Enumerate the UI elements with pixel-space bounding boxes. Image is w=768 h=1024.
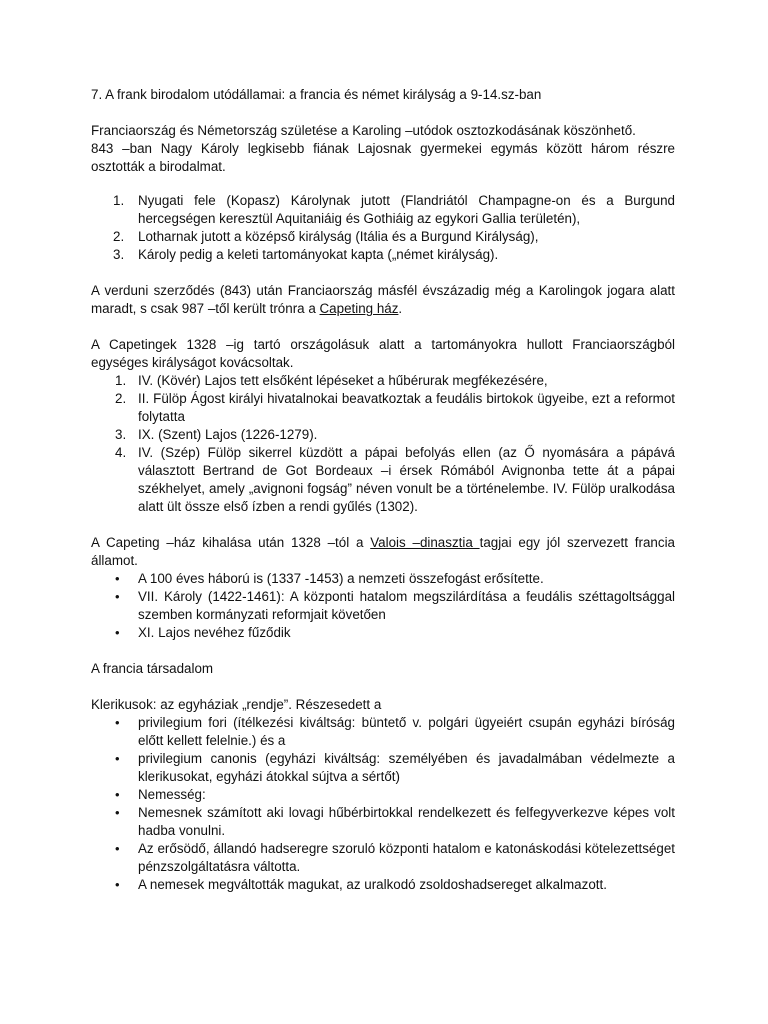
- bullet-icon: •: [115, 877, 120, 892]
- list-item-text: XI. Lajos nevéhez fűződik: [138, 625, 291, 640]
- capeting-link[interactable]: Capeting ház: [319, 301, 399, 316]
- intro-line-1: Franciaország és Németország születése a Karoling –utódok osztozkodásának köszönhető.: [91, 123, 636, 138]
- bullet-icon: •: [115, 841, 120, 856]
- clergy-intro: Klerikusok: az egyháziak „rendje”. Részesedett a: [91, 697, 382, 712]
- list-item-text: Nemesnek számított aki lovagi hűbérbirtokkal rendelkezett és felfegyverkezve képes volt hadba vonulni.: [138, 805, 675, 838]
- clergy-list: [91, 714, 675, 894]
- bullet-icon: •: [115, 571, 120, 586]
- list-item-text: IV. (Szép) Fülöp sikerrel küzdött a pápai befolyás ellen (az Ő nyomására a pápává választott Bertrand de Got Bordeaux –i érsek Rómából Avignonba tette át a pápai székhelyet, amely „avignoni fogság” néven vonult be a történelembe. IV. Fülöp uralkodása alatt ült össze első ízben a rendi gyűlés (1302).: [138, 445, 675, 514]
- list-item-text: Nemesség:: [138, 787, 206, 802]
- list-item: [91, 876, 675, 894]
- list-item-text: Lotharnak jutott a középső királyság (Itália és a Burgund Királyság),: [138, 229, 539, 244]
- list-item-text: privilegium canonis (egyházi kiváltság: személyében és javadalmában védelmezte a klerikusokat, egyházi átokkal sújtva a sértőt): [138, 751, 675, 784]
- list-item: [91, 750, 675, 786]
- list-number: 1.: [115, 373, 127, 388]
- capeting-list: [91, 372, 675, 516]
- bullet-icon: •: [115, 787, 120, 802]
- list-item-text: privilegium fori (ítélkezési kiváltság: büntető v. polgári ügyeiért csupán egyházi bíróság előtt kellett felelnie.) és a: [138, 715, 675, 748]
- intro-line-2: 843 –ban Nagy Károly legkisebb fiának Lajosnak gyermekei egymás között három részre osztották a birodalmat.: [91, 141, 675, 174]
- list-item-text: A 100 éves háború is (1337 -1453) a nemzeti összefogást erősítette.: [138, 571, 544, 586]
- list-item: [91, 444, 675, 516]
- bullet-icon: •: [115, 625, 120, 640]
- verdun-end: .: [398, 301, 403, 316]
- list-item-text: Károly pedig a keleti tartományokat kapta („német királyság).: [138, 247, 499, 262]
- partition-list: [91, 192, 675, 264]
- valois-text: A Capeting –ház kihalása után 1328 –tól a: [91, 535, 371, 550]
- bullet-icon: •: [115, 589, 120, 604]
- list-item: [91, 786, 675, 804]
- list-number: 4.: [115, 445, 127, 460]
- list-item-text: II. Fülöp Ágost királyi hivatalnokai beavatkoztak a feudális birtokok ügyeibe, ezt a reformot folytatta: [138, 391, 675, 424]
- list-item-text: Az erősödő, állandó hadseregre szoruló központi hatalom e katonáskodási kötelezettséget pénzszolgáltatásra váltotta.: [138, 841, 675, 874]
- list-item: [91, 192, 675, 228]
- verdun-text: A verduni szerződés (843) után Franciaország másfél évszázadig még a Karolingok jogara alatt maradt, s csak 987 –től került trónra a: [91, 283, 675, 316]
- valois-link[interactable]: Valois –dinasztia: [370, 535, 480, 550]
- list-item-text: A nemesek megváltották magukat, az uralkodó zsoldoshadsereget alkalmazott.: [138, 877, 607, 892]
- list-item-text: VII. Károly (1422-1461): A központi hatalom megszilárdítása a feudális széttagoltsággal szemben kormányzati reformjait követően: [138, 589, 675, 622]
- list-number: 3.: [113, 247, 125, 262]
- list-item: [91, 714, 675, 750]
- list-number: 1.: [113, 193, 125, 208]
- list-item: [91, 588, 675, 624]
- list-item: [91, 228, 675, 246]
- list-item: [91, 372, 675, 390]
- list-number: 2.: [115, 391, 127, 406]
- list-item: [91, 390, 675, 426]
- section-title: A francia társadalom: [91, 661, 214, 676]
- list-item: [91, 246, 675, 264]
- verdun-paragraph: [91, 282, 675, 318]
- bullet-icon: •: [115, 751, 120, 766]
- bullet-icon: •: [115, 715, 120, 730]
- list-item-text: IX. (Szent) Lajos (1226-1279).: [138, 427, 318, 442]
- valois-end: tagjai egy jól szervezett francia államot.: [91, 535, 675, 568]
- bullet-icon: •: [115, 805, 120, 820]
- list-item-text: IV. (Kövér) Lajos tett elsőként lépéseket a hűbérurak megfékezésére,: [138, 373, 548, 388]
- list-item: [91, 570, 675, 588]
- list-item-text: Nyugati fele (Kopasz) Károlynak jutott (Flandriától Champagne-on és a Burgund hercegségen keresztül Aquitaniáig és Gothiáig az egykori Gallia területén),: [138, 193, 675, 226]
- list-item: [91, 624, 675, 642]
- list-item: [91, 426, 675, 444]
- capeting-intro: A Capetingek 1328 –ig tartó országolásuk alatt a tartományokra hullott Franciaországból egységes királyságot kovácsoltak.: [91, 337, 675, 370]
- valois-paragraph: [91, 534, 675, 570]
- list-number: 2.: [113, 229, 125, 244]
- list-number: 3.: [115, 427, 127, 442]
- page-heading: 7. A frank birodalom utódállamai: a francia és német királyság a 9-14.sz-ban: [91, 87, 542, 102]
- list-item: [91, 804, 675, 840]
- list-item: [91, 840, 675, 876]
- valois-list: [91, 570, 675, 642]
